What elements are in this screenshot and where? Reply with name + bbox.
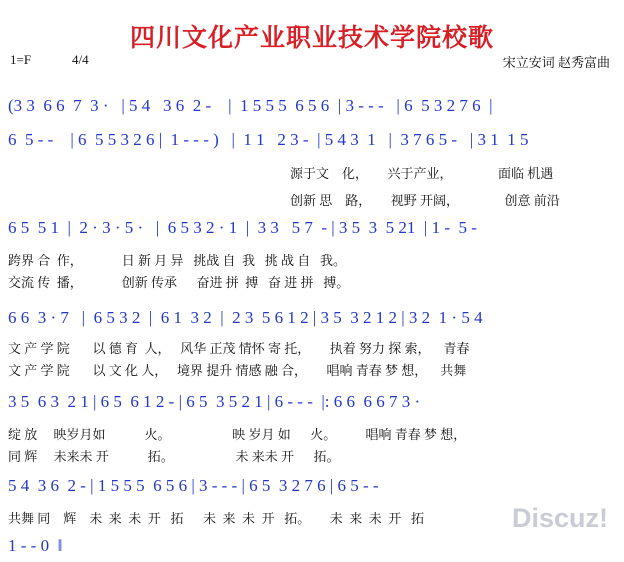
page-title: 四川文化产业职业技术学院校歌: [129, 23, 494, 52]
watermark: Discuz!: [511, 503, 608, 533]
lyric-line-8: 同 辉 未来未 开 拓。 未 来未 开 拓。: [8, 449, 340, 464]
lyric-line-1: 源于文 化， 兴于产业， 面临 机遇: [290, 166, 554, 181]
lyric-line-7: 绽 放 映岁月如 火。 映 岁月 如 火。 唱响 青春 梦 想，: [8, 427, 467, 442]
lyric-line-6: 文 产 学 院 以 文 化 人， 境界 提升 情感 融 合， 唱响 青春 梦 想， 共舞: [8, 363, 467, 378]
key-signature: 1=F: [10, 52, 32, 67]
lyric-line-4: 交流 传 播， 创新 传承 奋进 拼 搏 奋 进 拼 搏。: [8, 275, 350, 290]
notation-line-6: 5 4 3 6 2 - | 1 5 5 5 6 5 6 | 3 - - - | 6 5 3 2 7 6 | 6 5 - -: [8, 476, 379, 495]
time-signature: 4/4: [72, 52, 89, 67]
notation-line-3: 6 5 5 1 | 2 · 3 · 5 · | 6 5 3 2 · 1 | 3 3 5 7 - | 3 5 3 5 21 | 1 - 5 -: [8, 218, 477, 237]
credits: 宋立安词 赵秀富曲: [502, 55, 610, 70]
lyric-line-5: 文 产 学 院 以 德 育 人， 风华 正茂 情怀 寄 托， 执着 努力 探 索， 青春: [8, 341, 470, 356]
notation-line-2: 6 5 - - | 6 5 5 3 2 6 | 1 - - - ) | 1 1 2 3 - | 5 4 3 1 | 3 7 6 5 - | 3 1 1 5: [8, 130, 529, 149]
lyric-line-9: 共舞 同 辉 未 来 未 开 拓 未 来 未 开 拓。 未 来 未 开 拓: [8, 511, 425, 526]
notation-line-1: (3 3 6 6 7 3 · | 5 4 3 6 2 - | 1 5 5 5 6 5 6 | 3 - - - | 6 5 3 2 7 6 |: [8, 96, 493, 115]
notation-line-4: 6 6 3 · 7 | 6 5 3 2 | 6 1 3 2 | 2 3 5 6 1 2 | 3 5 3 2 1 2 | 3 2 1 · 5 4: [8, 308, 483, 327]
notation-line-7: 1 - - 0 ‖: [8, 536, 63, 555]
lyric-line-3: 跨界 合 作， 日 新 月 异 挑战 自 我 挑 战 自 我。: [8, 253, 347, 268]
lyric-line-2: 创新 思 路， 视野 开阔， 创意 前沿: [290, 193, 560, 208]
notation-line-5: 3 5 6 3 2 1 | 6 5 6 1 2 - | 6 5 3 5 2 1 | 6 - - - |: 6 6 6 6 7 3 ·: [8, 392, 421, 411]
